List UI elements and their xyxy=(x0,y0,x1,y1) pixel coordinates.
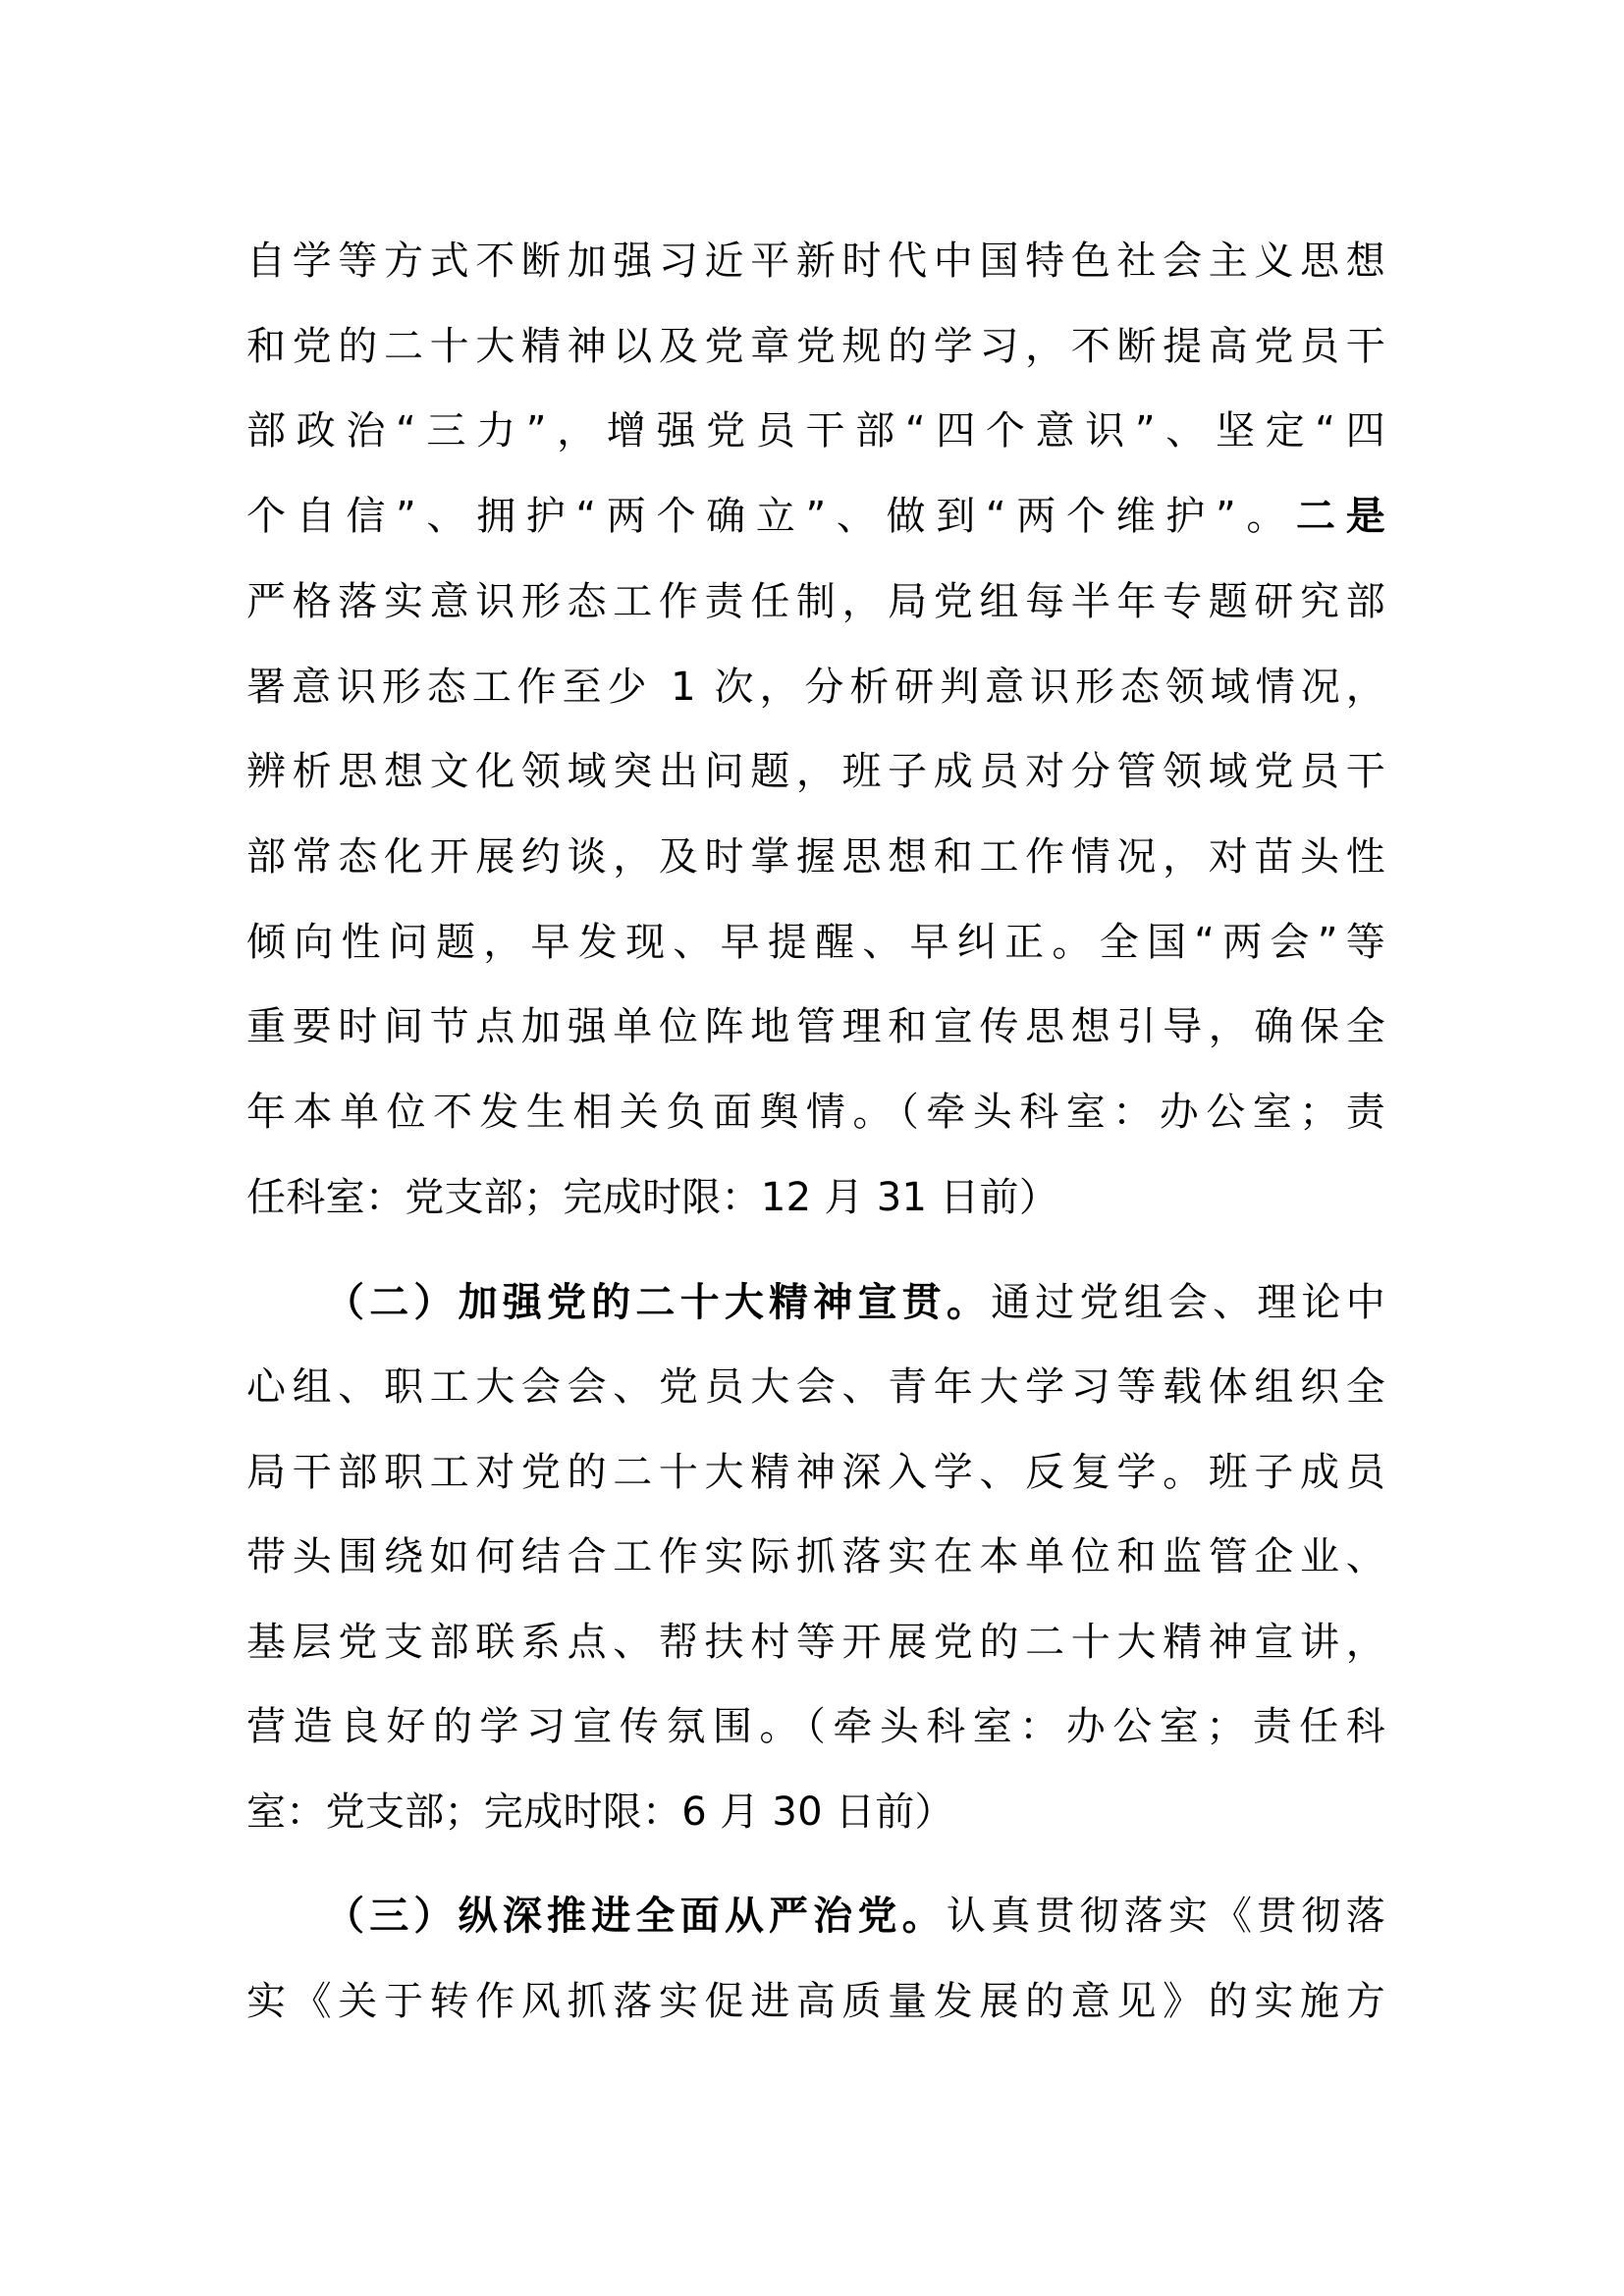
text-line: 年本单位不发生相关负面舆情。（牵头科室：办公室；责 xyxy=(246,1090,1385,1135)
text-line: 严格落实意识形态工作责任制，局党组每半年专题研究部 xyxy=(246,579,1385,624)
text-line: 和党的二十大精神以及党章党规的学习，不断提高党员干 xyxy=(246,324,1385,369)
text-line: 辨析思想文化领域突出问题，班子成员对分管领域党员干 xyxy=(246,749,1385,794)
text-line: 室：党支部；完成时限：6 月 30 日前） xyxy=(246,1789,954,1835)
text-line: 带头围绕如何结合工作实际抓落实在本单位和监管企业、 xyxy=(246,1534,1385,1579)
text-run: 个自信”、拥护“两个确立”、做到“两个维护”。 xyxy=(246,494,1297,539)
text-line: 心组、职工大会会、党员大会、青年大学习等载体组织全 xyxy=(246,1364,1385,1410)
text-line: 营造良好的学习宣传氛围。（牵头科室：办公室；责任科 xyxy=(246,1704,1385,1749)
section-heading: （二）加强党的二十大精神宣贯。 xyxy=(325,1280,992,1325)
text-line: 部政治“三力”，增强党员干部“四个意识”、坚定“四 xyxy=(246,408,1385,454)
text-line: 实《关于转作风抓落实促进高质量发展的意见》的实施方 xyxy=(246,1979,1385,2024)
text-line: 署意识形态工作至少 1 次，分析研判意识形态领域情况， xyxy=(246,665,1385,710)
emphasis-text: 二是 xyxy=(1296,494,1386,539)
section-heading: （三）纵深推进全面从严治党。 xyxy=(325,1894,947,1939)
text-line: 倾向性问题，早发现、早提醒、早纠正。全国“两会”等 xyxy=(246,920,1385,965)
text-run: 认真贯彻落实《贯彻落 xyxy=(946,1894,1385,1939)
section-heading-line xyxy=(325,1887,1385,1946)
text-line: 自学等方式不断加强习近平新时代中国特色社会主义思想 xyxy=(246,239,1385,284)
text-line: 局干部职工对党的二十大精神深入学、反复学。班子成员 xyxy=(246,1450,1385,1495)
text-line: 部常态化开展约谈，及时掌握思想和工作情况，对苗头性 xyxy=(246,834,1385,880)
text-line xyxy=(246,487,1385,546)
text-line: 任科室：党支部；完成时限：12 月 31 日前） xyxy=(246,1175,1059,1220)
section-heading-line xyxy=(325,1273,1385,1332)
text-run: 通过党组会、理论中 xyxy=(991,1280,1385,1325)
text-line: 重要时间节点加强单位阵地管理和宣传思想引导，确保全 xyxy=(246,1004,1385,1049)
text-line: 基层党支部联系点、帮扶村等开展党的二十大精神宣讲， xyxy=(246,1620,1385,1665)
